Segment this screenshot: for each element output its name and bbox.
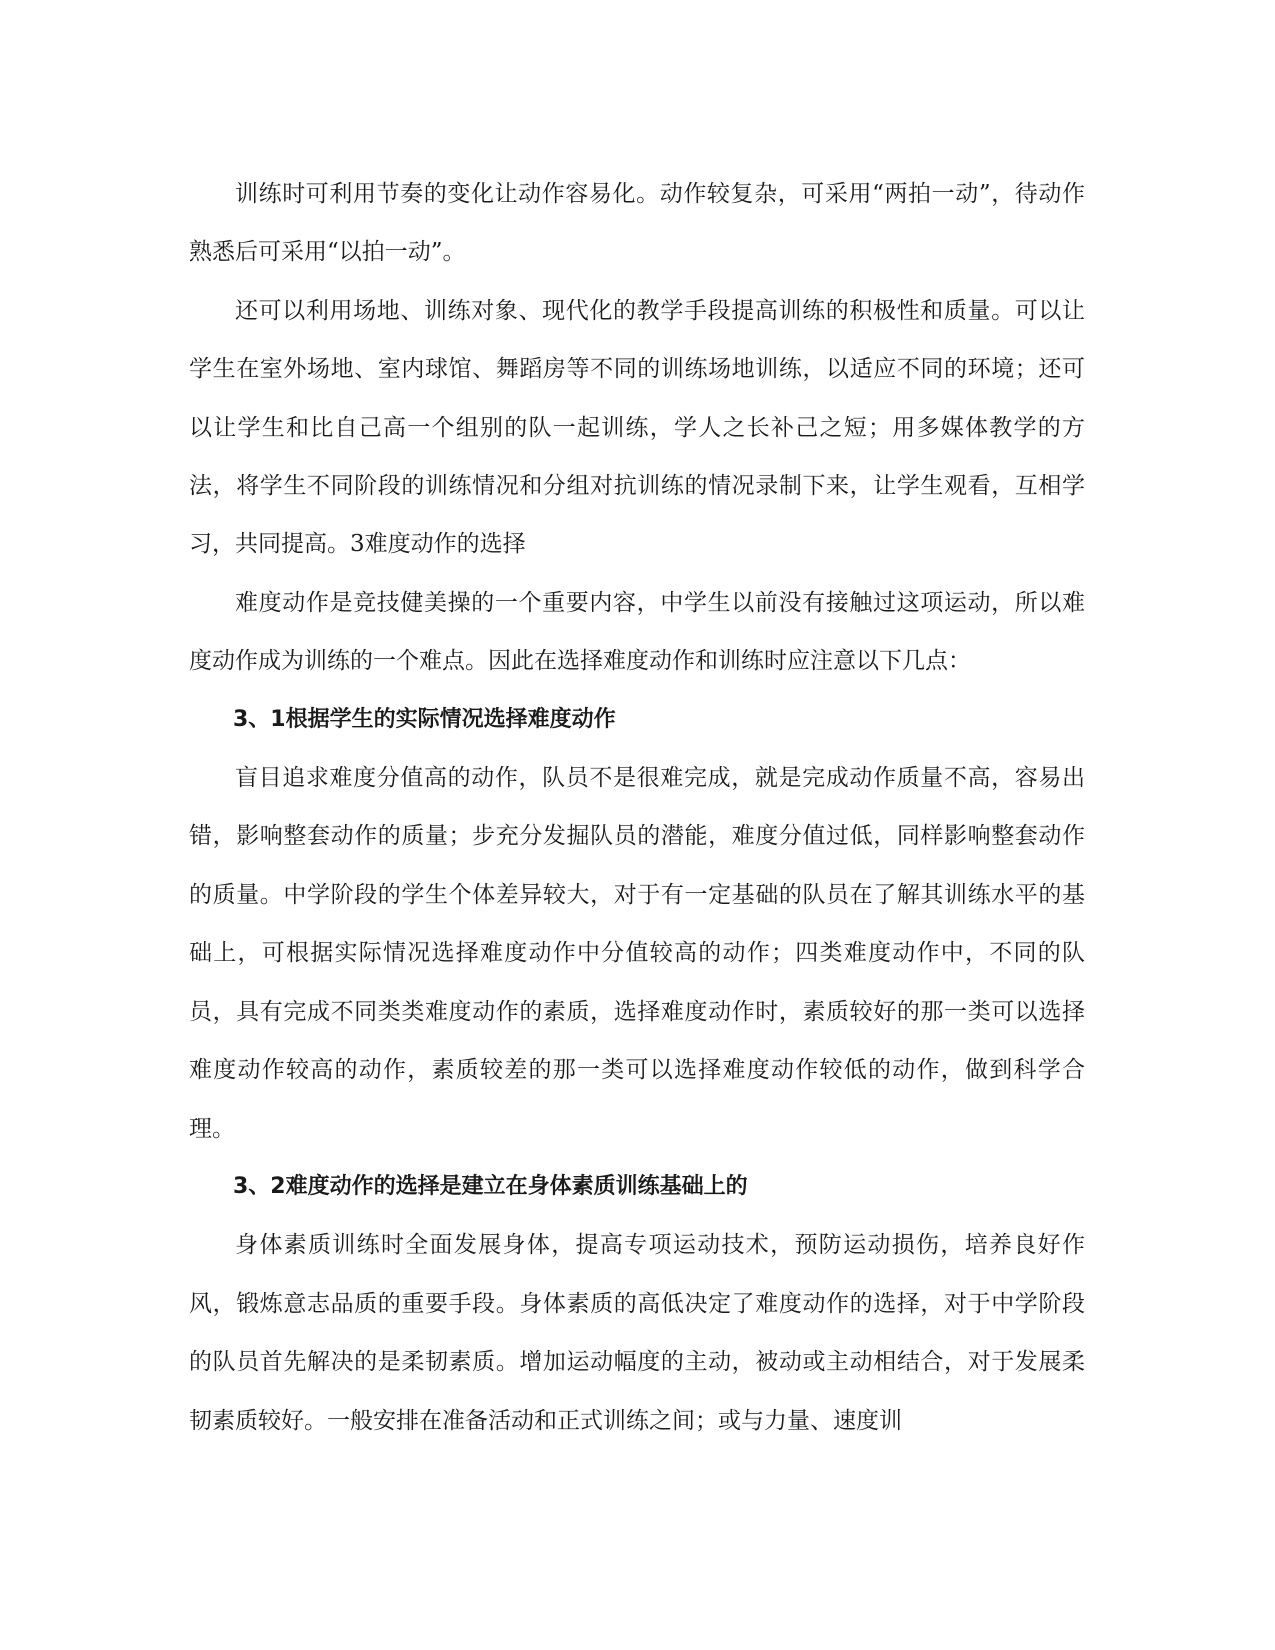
document-body	[189, 165, 1085, 1450]
paragraph-training-venues: 还可以利用场地、训练对象、现代化的教学手段提高训练的积极性和质量。可以让学生在室外场地、室内球馆、舞蹈房等不同的训练场地训练，以适应不同的环境；还可以让学生和比自己高一个组别的队一起训练，学人之长补己之短；用多媒体教学的方法，将学生不同阶段的训练情况和分组对抗训练的情况录制下来，让学生观看，互相学习，共同提高。3难度动作的选择	[189, 297, 1085, 558]
paragraph-difficulty-selection: 盲目追求难度分值高的动作，队员不是很难完成，就是完成动作质量不高，容易出错，影响整套动作的质量；步充分发掘队员的潜能，难度分值过低，同样影响整套动作的质量。中学阶段的学生个体差异较大，对于有一定基础的队员在了解其训练水平的基础上，可根据实际情况选择难度动作中分值较高的动作；四类难度动作中，不同的队员，具有完成不同类类难度动作的素质，选择难度动作时，素质较好的那一类可以选择难度动作较高的动作，素质较差的那一类可以选择难度动作较低的动作，做到科学合理。	[189, 765, 1085, 1142]
section-heading-3-2: 3、2难度动作的选择是建立在身体素质训练基础上的	[233, 1173, 748, 1199]
section-heading-3-1: 3、1根据学生的实际情况选择难度动作	[233, 706, 616, 732]
paragraph-difficulty-intro: 难度动作是竞技健美操的一个重要内容，中学生以前没有接触过这项运动，所以难度动作成为训练的一个难点。因此在选择难度动作和训练时应注意以下几点：	[189, 589, 1085, 675]
paragraph-physical-training: 身体素质训练时全面发展身体，提高专项运动技术，预防运动损伤，培养良好作风，锻炼意志品质的重要手段。身体素质的高低决定了难度动作的选择，对于中学阶段的队员首先解决的是柔韧素质。增加运动幅度的主动，被动或主动相结合，对于发展柔韧素质较好。一般安排在准备活动和正式训练之间；或与力量、速度训	[189, 1232, 1085, 1434]
paragraph-rhythm-training: 训练时可利用节奏的变化让动作容易化。动作较复杂，可采用“两拍一动”，待动作熟悉后可采用“以拍一动”。	[189, 181, 1085, 266]
